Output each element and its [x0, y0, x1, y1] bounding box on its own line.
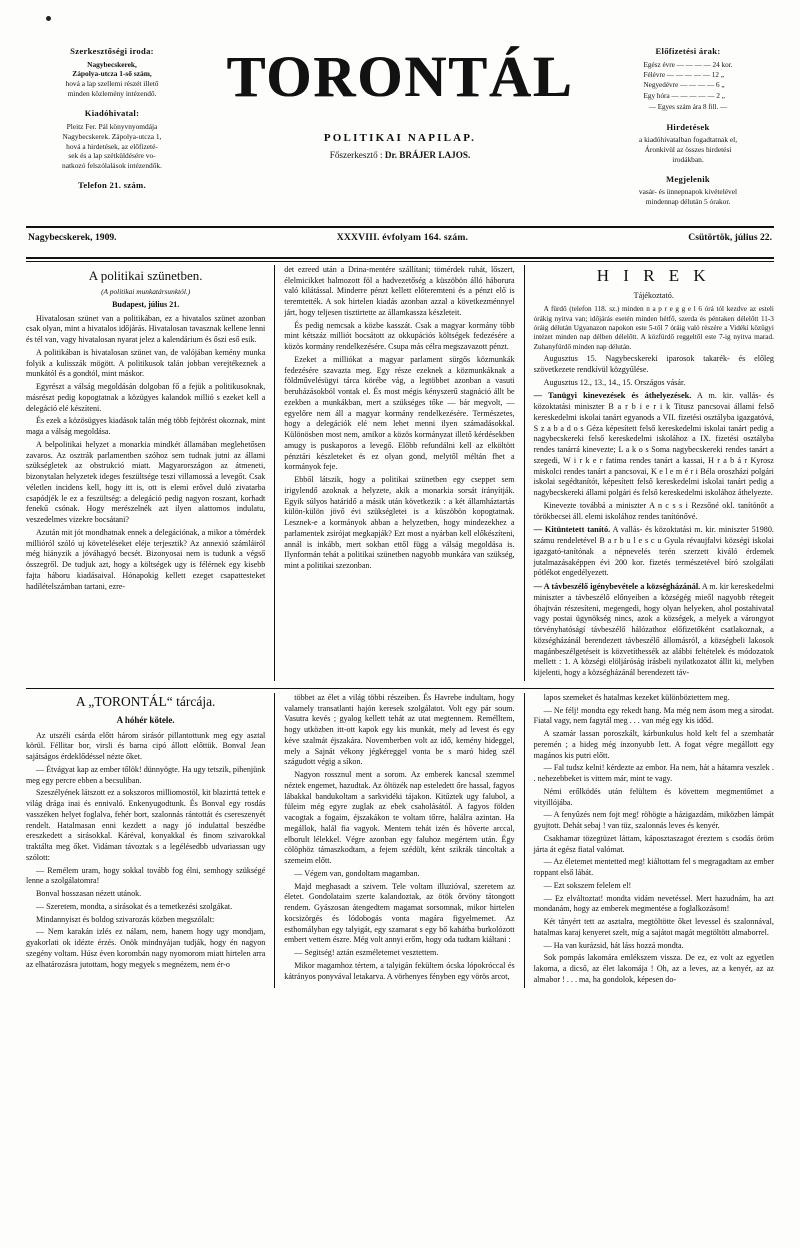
feuilleton-paragraph: — Étvágyat kap az ember tőlök! dünnyögte. Ha ugy tetszik, pihenjünk meg egy percre ebben a becsuliban. [26, 764, 266, 785]
publisher-office-block [26, 108, 198, 171]
price-row-quarterly: Negyedévre — — — — 6 „ [643, 81, 725, 90]
masthead-right [602, 46, 774, 216]
paper-title: TORONTÁL [226, 44, 574, 109]
feuilleton-column-one [26, 693, 275, 988]
issue-volume-number: XXXVIII. évfolyam 164. szám. [336, 232, 469, 244]
news-orientation-note: A fürdő (telefon 118. sz.) minden n a p r e g g e l 6 órá tól kezdve az esteli órákig nyitva van; időjárás esetén minden hétfő, szerda és péntaken délelőtt 11-3 óráig délután Ugyanazon napokon este 5-től 7 óráig való részére a Vidéki közügyi intézet minden nap délben délelőtt. A közfürdő reggeltől este 7-ig nyitva marad. Zuhanyfürdő minden nap délután. [533, 305, 774, 351]
feuilleton-column-three [525, 693, 774, 988]
feuilleton-paragraph: A szamár lassan poroszkált, kárbunkulus hold kelt fel a szemhatár peremén ; a hideg még inzonyubb lett. A fogat végre megállott egy magános kis putri előtt. [533, 729, 774, 760]
feuilleton-paragraph: Bonval hosszasan nézett utánok. [36, 889, 142, 899]
feuilleton-paragraph: — Ne félj! mondta egy rekedt hang. Ma még nem ásom meg a sirodat. Fiatal vagy, nem fagytál meg . . . van még egy kis időd. [533, 705, 774, 726]
subscription-prices-block [602, 46, 774, 113]
news-item-body: A vallás- és közoktatási m. kir. miniszter 51980. számu rendeletével B a r b u l e s c u Gyula révaujfalvi községi iskolai igazgató-tanítónak a népnevelés terén szerzett kiváló érdemek jutalmazásaképpen évi 200 kor. fizetés természetével bíró szolgálati pótlékot engedélyezett. [533, 525, 774, 578]
news-item [534, 524, 774, 579]
masthead [26, 22, 774, 216]
feuilleton-paragraph: — Ha van kurázsid, hát láss hozzá mondta. [543, 940, 684, 950]
publication-schedule-title: Megjelenik [665, 173, 711, 184]
masthead-rule-bottom-thin [26, 261, 774, 262]
column-one [26, 265, 275, 681]
news-item: Augusztus 15. Nagybecskereki iparosok takarék- és előleg szövetkezete rendkívül közgyűlése. [533, 354, 774, 374]
news-item-carryover: lapos szemeket és hatalmas kezeket különböztettem meg. [543, 692, 730, 702]
price-row-yearly: Egész évre — — — — 24 kor. [643, 60, 733, 69]
news-item [534, 581, 774, 679]
issue-bar [26, 228, 774, 247]
publisher-office-line-5: natkozó felszólalások intézendők. [62, 161, 162, 171]
lead-paragraph: Azután mit jót mondhatnak ennek a delegációnak, a mikor a tömérdek millióról szóló uj követeléseket eléje terjesztik? Az annexió számláiról még hiányzik a jóváhagyó becsét. Bizonyosai nem is tudunk a végső összegről. De tudjuk azt, hogy a költségek ugy is félérnek egy kisebb fajta háboru kiadásaival. Hónapokig kellett ezeget csapattesteket hadílételszámban tartani, ezre- [26, 527, 266, 591]
feuilleton-paragraph: Nagyon rossznul ment a sorom. Az emberek kancsal szemmel néztek engemet, hazudtak. Az öltözék nap esteledett őre hassal, fagyos lábakkal bandukoltam a sarkvidéki tájakon. Kitűztek ugy falubol, a füleim még egyre zuglak az ebek csaholásától. A fagyos földen vacogtak a fogaim, éjszakákon te voltam tőrre, halálra azintan. Ha megállok, halál fia vagyok. Mentem tehát izén és hőverte arccal, elborult lélekkel. Végre azonban egy faluhoz megértem után. Égy cölöphöz támaszkodtam, a fejem szédült, ként szikrák táncoltak a szemeim előtt. [284, 770, 515, 866]
news-item [534, 390, 774, 499]
feuilleton-paragraph: — Nem karakán izlés ez nálam, nem, hanem hogy ugy mondjam, gyakorlati ok idézte érzés. Onök mindnyájan tudják, hogy én nagyon szegény voltam. Húsz éven korombán nagy nyomorom miatt hirtelen arra az elhatározásra jutottam, hogy megyek s megnézem, nem ér-o [26, 927, 266, 969]
lead-paragraph: Ebből látszik, hogy a politikai szünetben egy cseppet sem irigylendő azoknak a helyzete, akik a monarkia sorsát irányítják. Egyik súlyos határidő a másik után következik : a két államháztartás külön-külön jövő évi szükségletei is a küszöbön kopogtatnak. Lesznek-e a kormányok abban a helyzetben, hogy mindezekhez a parlamentek zsirójat megkapják? Ezt most a nyárban kell előkészíteni, annál is inkább, mert sokban ettől függ a válság megoldása is. Ilynformán tehát a politikai szünetben nagyobb munkára van szükség, mint a politikai szezonban. [284, 475, 515, 571]
news-item-head: — Tanügyi kinevezések és áthelyezések. [533, 391, 692, 401]
feuilleton-paragraph: Szeszélyének látszott ez a sokszoros milliomostól, kit blazirttá tettek e világ drága inai és ennivaló. Enkenyugodtunk. És Bonval egy rosdás vasszéken helyet foglalva, fehér bort, szalonnás rántottát és csereszenyét rendelt. Hatalmasan enni kezdett a nagy jó indulattal beszédbe ereszkedett a sirásokkal. Káréval, konyakkal és finom szivarokkal traktálta meg őket. Vidáman távoztak s a legélésedbb udvariassan ugy szólott: [26, 788, 266, 862]
feuilleton-paragraph: — Végem van, gondoltam magamban. [294, 868, 420, 878]
paper-subtitle: POLITIKAI NAPILAP. [323, 132, 477, 144]
lead-paragraph-continued: det ezreed után a Drina-mentére szállítani; tömérdek ruhát, lőszert, élelmicikket halmozott föl a hadvezetőség a küszöbön álló háborura való kilátással. Minderre pénzt kellett előteremteni és a pénzt elő is teremtették. A sok hirtelen kiadás azonban azzal a következménnyel járt, hogy teljesen tisztirtette az államkassza készleteit. [284, 264, 515, 317]
main-columns [26, 265, 774, 681]
feuilleton-paragraph: — Ezt sokszem felelem el! [543, 880, 632, 890]
editorial-office-line-3: hová a lap szellemi részét illető [65, 79, 159, 89]
advertisements-line-2: Áronkivül az összes hirdetési [644, 145, 732, 155]
advertisements-line-1: a kiadóhivatalban fogadtatnak el, [638, 135, 738, 145]
column-two [275, 265, 524, 681]
feuilleton-paragraph: Sok pompás lakomára emlékszem vissza. De ez, ez volt az egyetlen lakoma, a dicső, az élet lakomája ! Oh, az a leves, az a kenyér, az az almabor ! . . . ma, ha gondolok, képesen do- [533, 953, 774, 984]
publication-schedule-line-1: vasár- és ünnepnapok kivételével [638, 187, 738, 197]
editorial-office-line-2: Zápolya-utcza 1-ső szám, [72, 69, 152, 79]
masthead-center [198, 46, 602, 160]
corner-dot [46, 16, 51, 21]
telephone-block [26, 180, 198, 192]
masthead-rule-bottom [26, 257, 774, 259]
news-item-body: A m. kir kereskedelmi miniszter a távbeszélő előnyeiben a községég mieől nagyobb rétegeit óhajtván részesíteni, megengedi, hogy olyan helyeken, ahol postahivatal vagy postai ügynökség nincs, azok a községek, a melyek a várongyot törvényhatóságí távbeszélő hálózathoz előfizetőként csatlakoznak, a községházánál berendezett távbeszélő állomásról, a községbeli lakosok magánbeszélgetéseit is közvetíthessék az alábbi feltételek és módozatok mellett : 1. A községi elöljáróság irásbeli nyilatkozatot állit ki, melyben kijelenti, hogy a községházánál berendezett táv- [533, 582, 774, 678]
feuilleton-paragraph: — Fal tudsz kelni! kérdezte az embor. Ha nem, hát a hátamra veszlek . . nehezebbeket is vittem már, mint te vagy. [533, 763, 774, 784]
price-row-halfyearly: Félévre — — — — — 12 „ [643, 70, 724, 79]
advertisements-line-3: irodákban. [672, 155, 704, 164]
feuilleton-paragraph: Két tányért tett az asztalra, megtöltötte őket levessel és szalonnával, hatalmas karaj kenyeret szelt, míg a sajátot magát megtöltött almaborrel. [533, 917, 774, 937]
issue-place-year: Nagybecskerek, 1909. [28, 232, 117, 244]
publisher-office-line-3: hová a hirdetések, az előfizeté- [66, 141, 158, 151]
column-three [525, 265, 774, 681]
feuilleton-paragraph: Az utszéli csárda előtt három sirásór pillantottunk meg egy asztal körül. Féllitar bor, virsli és barna cipó állott előttük. Bonval Jean sajátságos érdeklődéssel nézte őket. [26, 730, 266, 762]
feuilleton-paragraph: Mikor magamhoz tértem, a talyigán fekültem ócska lópokróccal és kátrányos ponyvával letakarva. A vörhenyes fényben egy vörös arcot, [284, 960, 515, 981]
news-item-body: A m. kir. vallás- és közoktatási miniszter B a r b i e r i k Titusz pancsovai állami felső kereskedelmi iskolai tanárt egyanods a VII. fizetési osztályba igazgatóvá, S z a b a d o s Géza képesített felső kereskedelmi iskolai tanárt pedig a nagybecskereki felső kereskedelmi iskolához a IX. fizetési osztályba rendes tanárrá kinevezte; L a k o s Soma nagybecskereki rendes tanárt a szegedi, W i r k e r fatima rendes tanárt a kassai, H r a b á r Kyrosz miskolci rendes tanárt a pancsovai, K e l e m é r i Béla oroszházi polgári iskolai segédtanítót, képesített felső kereskedelmi iskolai tanárt pedig a nagybecskereki állami polgári és felső kereskedelmi iskolához áthelyezte. [533, 391, 774, 498]
editorial-office-block [26, 46, 198, 99]
lead-paragraph: Egyrészt a válság megoldásán dolgoban fő a fejük a politikusoknak, másrészt pedig kopogtatnak a közügyes kalandok millió s ezeket kell a delegáció elé készíteni. [26, 382, 266, 413]
publication-schedule-block [602, 174, 774, 207]
editor-label: Főszerkesztő : [329, 150, 383, 160]
publisher-office-line-4: sek és a lap szétküldésére vo- [68, 151, 156, 161]
issue-date: Csütörtök, július 22. [688, 232, 772, 244]
news-section-title: H I R E K [596, 265, 711, 285]
feuilleton-paragraph: többet az élet a világ többi részeiben. És Havrebe indultam, hogy valamely transatlanti hajón keresek szolgálatot. Volt egy pár soum. Vasutra kevés ; gyalog kellett tehát az utat megtennem. Remélltem, hogy utközben itt-ott kapok egy kis munkát, mely ad levest és egy kéve szalmát éjszakára. Novemberben volt az idő, kemény hideggel, mely a Sajnát vékony jégkéreggel vonta be s maró hideg szél szágudott végig a síkon. [284, 692, 515, 767]
feuilleton-paragraph: Csakhamar tözegtüzet láttam, káposztaszagot éreztem s csodás öröm járta át egész fiatal valómat. [533, 833, 774, 854]
news-item-head: — Kitüntetett tanító. [533, 525, 611, 535]
subscription-prices-title: Előfizetési árak: [655, 46, 721, 56]
editorial-office-title: Szerkesztőségi iroda: [70, 46, 154, 56]
feuilleton-paragraph: — Segitség! aztán eszméletemet vesztettem. [294, 948, 439, 958]
feuilleton-paragraph: — Az életemet mentetted meg! kiáltottam fel s megragadtam az ember roppant első lábát. [533, 857, 774, 878]
feuilleton-section [26, 693, 774, 988]
subscription-price-rows [643, 60, 732, 102]
editorial-office-line-1: Nagybecskerek, [87, 59, 137, 69]
news-item: Kinevezte továbbá a miniszter A n c s s i Rezsőné okl. tanítónőt a törökbecsei áll. elemi iskolához rendes tanítónővé. [533, 500, 774, 521]
news-orientation-head: Tájékoztató. [633, 291, 674, 301]
masthead-left [26, 46, 198, 201]
editorial-office-line-4: minden közlemény intézendő. [67, 89, 157, 99]
publisher-office-line-2: Nagybecskerek. Zápolya-utcza 1, [62, 131, 162, 141]
feuilleton-paragraph: — Ez elváltoztat! mondta vidám nevetéssel. Mert hazudnám, ha azt mondanám, hogy az emberek megmentése a foglalkozásom! [533, 893, 774, 914]
editor-name: Dr. BRÁJER LAJOS. [384, 150, 471, 160]
publisher-office-line-1: Pleitz Fer. Pál könyvnyomdája [66, 121, 158, 131]
publisher-office-title: Kiadóhivatal: [84, 108, 140, 119]
lead-article-byline: (A politikai munkatársunktól.) [101, 287, 191, 297]
price-row-monthly: Egy hóra — — — — — 2 „ [643, 91, 725, 100]
lead-paragraph: A belpolitikai helyzet a monarkia mindkét államában meglehetősen zavaros. Az osztrák parlamentben szóhoz sem tudnak jutni az állami szükségletek az obstrukció miatt. Magyarországon az átmeneti, bizonytalan helyzetek ideges feszültsége teszi villamossá a levegőt. Csak véletlen incidens kell, hogy itt is, ott is elemi erővel duló zivatarba csapódjék le ez a feszültség: a delegáció pedig nagyon roszant, korhadt fenekű csónak. Hogy merészelnék azt ilyen alattomos indulatu, veszedelmes vizekre bocsátani? [26, 439, 266, 525]
advertisements-title: Hirdetések [666, 121, 710, 132]
feuilleton-story-title: A hóhér kötele. [116, 714, 175, 725]
publication-schedule-line-2: mindennap délután 5 órakor. [645, 197, 731, 207]
lead-paragraph: A politikában is hivatalosan szünet van, de valójában kemény munka folyik a kulisszák mögött. A politikusok talán jobban verejtékeznek a munkától és a gondtól, mint máskor. [26, 347, 266, 379]
lead-article-dateline: Budapest, július 21. [112, 300, 180, 309]
news-item-head: — A távbeszélő igénybevétele a községházánál. [533, 582, 701, 592]
lead-paragraph: Hivatalosan szünet van a politikában, ez a hivatalos szünet azonban csak olyan, mint a hivatalos időjárás. Hivatalosan tavasznak kellene lenni és tél van, vagy hivatalosan nyarat jelez a kalendárium és őszi eső esik. [26, 313, 266, 345]
telephone-number: Telefon 21. szám. [78, 180, 146, 191]
feuilleton-paragraph: — Szeretem, mondta, a sirásokat és a temetkezési szolgákat. [36, 901, 233, 911]
feuilleton-paragraph: — A fenyűzés nem fojt meg! röhögte a házigazdám, miközben lámpát gyujtott. Dehát sebaj ! van tüz, szalonnás leves és kenyér. [533, 810, 774, 831]
lead-paragraph: Ezeket a milliókat a magyar parlament sürgős közmunkák fedezésére szavazta meg. Egy része ezeknek a közmunkáknak a földművelésügyi tárca körébe vág, a legtöbbet azonban a vasuti beruházásokból vontak el. És most mégis kényszerű stagnáció állt be ezekben a munkákban, mert a szükséges tőke — bár megvolt, — egyelőre nem áll a magyar kormány rendelkezésére. Természetes, hogy a delegációk elé nem lehet menni ilyen számadásokkal. Különösben most nem, amikor a közös kormányzat illető kérdésekben amugy is puskaporos a levegő. Előbb refundálni kell az elköltött pénztári készleteket és ez olyan gond, melytől méltán fhet a kormányok feje. [284, 354, 515, 472]
lead-paragraph: És pedig nemcsak a közbe kasszát. Csak a magyar kormány több mint kétszáz milliót bocsátott az okkupációs költségek fedezésére a közös kormány rendelkezésére. Csupa más célra megszavazott pénzt. [284, 320, 515, 352]
advertisements-block [602, 122, 774, 165]
feuilleton-divider [26, 688, 774, 689]
news-item: Augusztus 12., 13., 14., 15. Országos vásár. [543, 377, 686, 387]
single-copy-price: — Egyes szám ára 8 fill. — [649, 103, 727, 112]
feuilleton-column-two [275, 693, 524, 988]
lead-paragraph: És ezek a közösügyes kiadások talán még több fejtörést okoznak, mint maga a válság megoldása. [26, 416, 266, 437]
lead-article-title: A politikai szünetben. [88, 267, 203, 283]
feuilleton-paragraph: Mindannyiszt és boldog szivarozás közben megszólalt: [36, 914, 215, 924]
feuilleton-paragraph: Némi erőlködés után felültem és követtem megmentőmet a vityillójába. [533, 786, 774, 807]
feuilleton-paragraph: Majd meghasadt a szivem. Tele voltam illuzióval, szeretem az életet. Gondolataim szerte kalandoztak, az ötök őrvöny tátongott rendem. Gyászosan átengedtem magamat sorsomnak, mikor hirtelen kocsizörgés és lódobogás vonta magára figyelmemet. Az esthomályban egy talyigát, egy szamarat s egy bő kabátba burkolózott embert vettem észre. Még volt annyi erőm, hogy oda tudtam kiáltani : [284, 881, 515, 945]
feuilleton-title: A „TORONTÁL“ tárcája. [75, 693, 216, 709]
paper-editor [204, 150, 596, 160]
feuilleton-paragraph: — Remélem uram, hogy sokkal tovább fog élni, semhogy szükségé lenne a szolgálatomra! [26, 865, 266, 886]
